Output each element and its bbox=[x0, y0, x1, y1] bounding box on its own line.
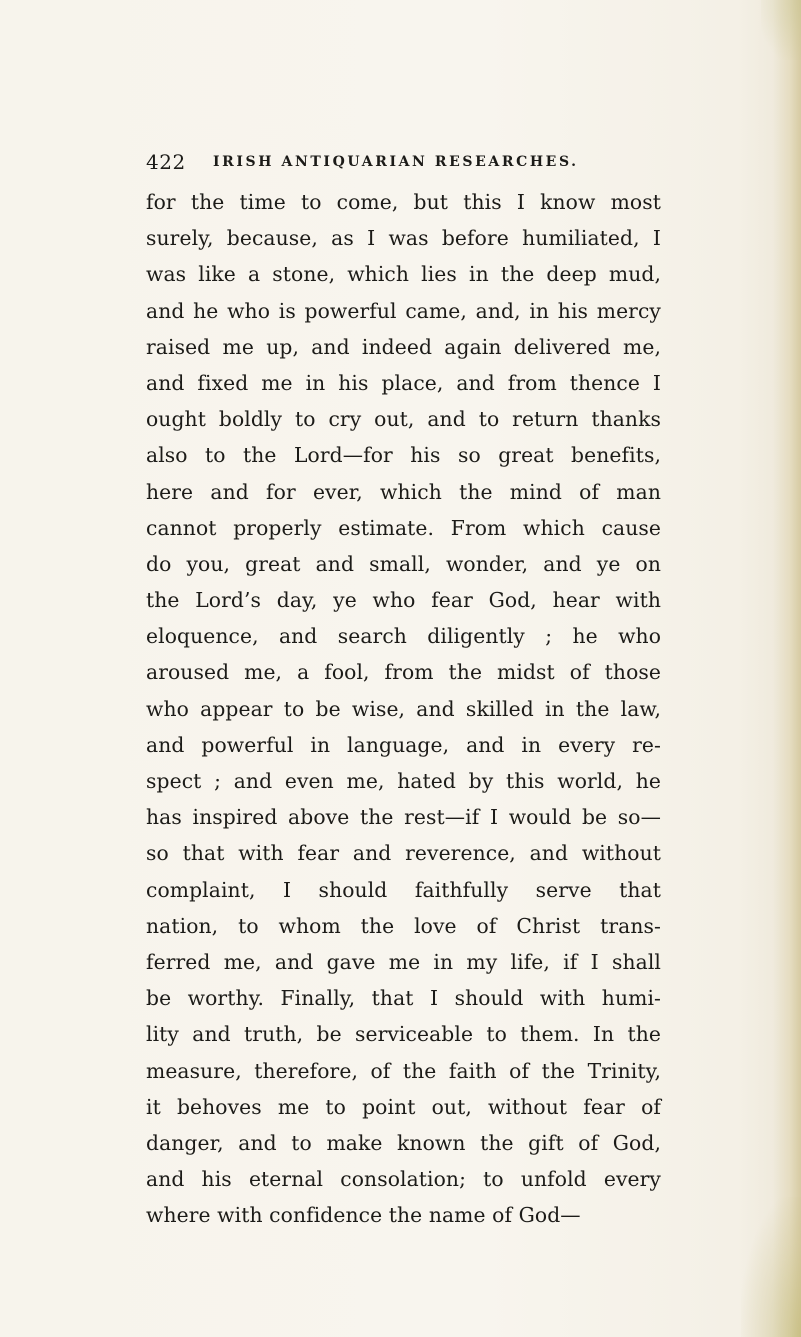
page-edge-stain bbox=[773, 0, 801, 1337]
body-text bbox=[146, 184, 661, 1233]
text-line: spect ; and even me, hated by this world, he bbox=[146, 769, 661, 793]
text-line: and powerful in language, and in every re- bbox=[146, 732, 661, 757]
text-line: do you, great and small, wonder, and ye on bbox=[146, 551, 661, 576]
text-line: and his eternal consolation; to unfold every bbox=[146, 1167, 661, 1192]
text-line: and fixed me in his place, and from thence I bbox=[146, 370, 661, 395]
text-line: cannot properly estimate. From which cause bbox=[146, 515, 661, 540]
page-corner-stain bbox=[741, 1197, 801, 1337]
text-line: ferred me, and gave me in my life, if I shall bbox=[146, 949, 661, 974]
text-line: for the time to come, but this I know most bbox=[146, 190, 661, 214]
page-header bbox=[146, 150, 666, 180]
text-line: be worthy. Finally, that I should with humi- bbox=[146, 986, 661, 1011]
text-line: measure, therefore, of the faith of the Trinity, bbox=[146, 1058, 661, 1083]
text-line: was like a stone, which lies in the deep mud, bbox=[146, 262, 661, 287]
text-line: complaint, I should faithfully serve that bbox=[146, 877, 661, 902]
text-line: aroused me, a fool, from the midst of those bbox=[146, 660, 661, 685]
text-line: raised me up, and indeed again delivered me, bbox=[146, 334, 661, 359]
text-line: here and for ever, which the mind of man bbox=[146, 479, 661, 504]
page-top-stain bbox=[761, 0, 801, 60]
text-line: so that with fear and reverence, and without bbox=[146, 841, 661, 866]
text-line: danger, and to make known the gift of God, bbox=[146, 1130, 661, 1155]
text-line: who appear to be wise, and skilled in the law, bbox=[146, 696, 661, 721]
page-number: 422 bbox=[146, 150, 186, 174]
text-line: eloquence, and search diligently ; he who bbox=[146, 624, 661, 649]
text-line: also to the Lord—for his so great benefits, bbox=[146, 443, 661, 468]
text-line: and he who is powerful came, and, in his mercy bbox=[146, 298, 661, 323]
text-line: nation, to whom the love of Christ trans- bbox=[146, 913, 661, 938]
text-line: it behoves me to point out, without fear of bbox=[146, 1094, 661, 1119]
text-line: surely, because, as I was before humiliated, I bbox=[146, 226, 661, 251]
text-line: has inspired above the rest—if I would be so— bbox=[146, 805, 661, 830]
running-head: IRISH ANTIQUARIAN RESEARCHES. bbox=[213, 154, 579, 170]
text-line: where with confidence the name of God— bbox=[146, 1203, 581, 1228]
text-line: ought boldly to cry out, and to return thanks bbox=[146, 407, 661, 432]
text-line: lity and truth, be serviceable to them. In the bbox=[146, 1022, 661, 1047]
text-line: the Lord’s day, ye who fear God, hear with bbox=[146, 588, 661, 613]
